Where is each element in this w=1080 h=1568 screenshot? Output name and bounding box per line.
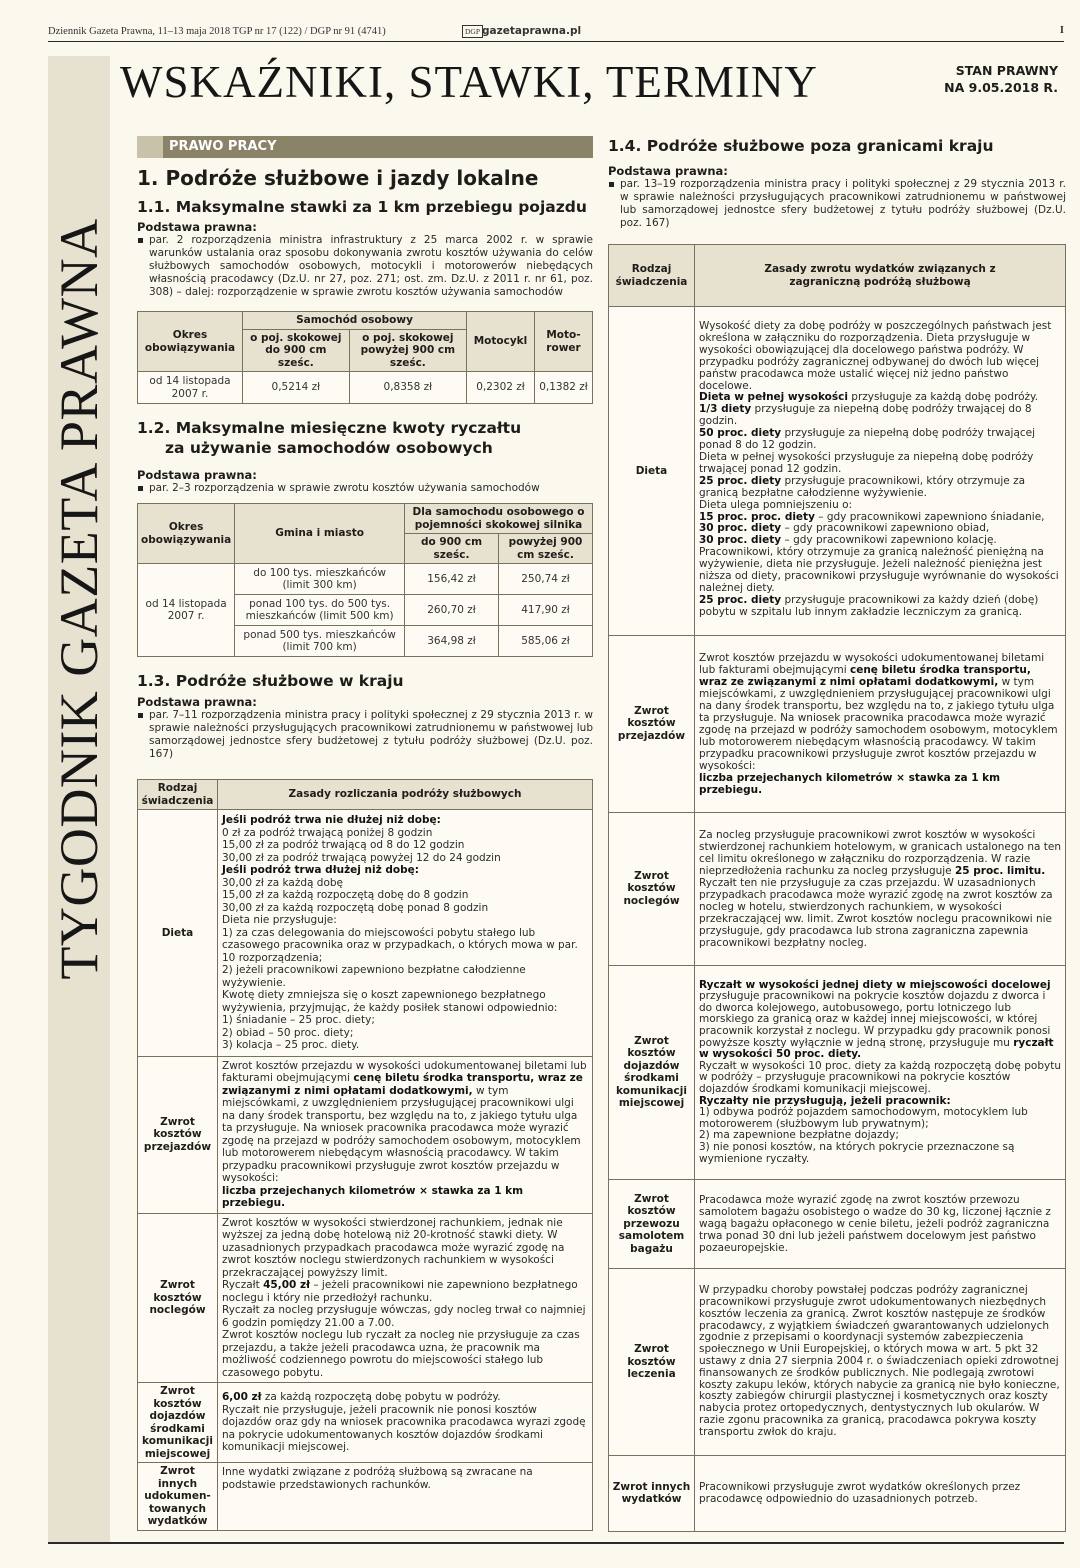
text-line: Jeśli podróż trwa nie dłużej niż dobę: (222, 814, 441, 826)
text: przysługuje za niepełną dobę podróży trwającej do 8 godzin. (699, 403, 1032, 428)
text-bold: 1/3 diety (699, 403, 752, 416)
text-line: Jeśli podróż trwa dłużej niż dobę: (222, 864, 419, 876)
transport-rules (218, 1056, 593, 1213)
cell: ponad 500 tys. mieszkańców (limit 700 km) (235, 626, 405, 657)
text-bold: 30 proc. diety (699, 522, 782, 535)
text: 1) odbywa podróż pojazdem samochodowym, motocyklem lub motorowerem (służbowym lub prywatnym); (699, 1106, 1028, 1130)
table-row-lodging (609, 812, 1066, 965)
section-1-2-title: 1.2. Maksymalne miesięczne kwoty ryczałtu (137, 419, 522, 437)
lodging-rules (218, 1213, 593, 1383)
text: przysługuje za niepełną dobę podróży trwającej ponad 8 do 12 godzin. (699, 427, 1036, 452)
text-line: 30,00 zł za każdą dobę (222, 876, 344, 889)
masthead-bar (48, 24, 1064, 42)
right-column (608, 136, 1066, 1532)
dgp-logo: DGP (462, 25, 483, 38)
text: – gdy pracownikowi zapewniono śniadanie, (818, 510, 1045, 523)
text: przysługuje pracownikowi, który otrzymuje za granicą bezpłatne całodzienne wyżywienie. (699, 474, 1026, 499)
cell: do 100 tys. mieszkańców (limit 300 km) (235, 564, 405, 595)
cell: 260,70 zł (405, 595, 499, 626)
text: przysługuje za każdą dobę podróży. (851, 391, 1039, 404)
text-bold: 30 proc. diety (699, 534, 782, 547)
text-line: 1) śniadanie – 25 proc. diety; (222, 1014, 375, 1026)
text: przysługuje pracownikowi za każdy dzień (dobę) pobytu w szpitalu lub innym zakładzie leczniczym za granicą. (699, 593, 1039, 618)
text-bold: Ryczałt w wysokości jednej diety w miejscowości docelowej (699, 978, 1051, 991)
text: – gdy pracownikowi zapewniono kolację. (784, 534, 997, 547)
text-line: 2) jeżeli pracownikowi zapewniono bezpłatne całodzienne wyżywienie. (222, 964, 526, 989)
text: Ryczałt w wysokości 10 proc. diety za każdą rozpoczętą dobę pobytu w podróży – przysługuje pracownikowi na pokrycie kosztów dojazdów środkami komunikacji miejscowej. (699, 1059, 1061, 1095)
row-label: Zwrot innych udokumen- towanych wydatków (138, 1463, 218, 1531)
page-title: WSKAŹNIKI, STAWKI, TERMINY (120, 57, 818, 107)
col-municipality: Gmina i miasto (235, 504, 405, 564)
text: w tym miejscówkami, z uwzględnieniem przysługującej pracownikowi ulgi na dany środek transportu, bez względu na to, z jakiego tytułu ulga ta przysługuje. Na wniosek pracownika pracodawca może wyrazić zgodę na przejazd w podróży samochodem osobowym, motocyklem lub motorowerem niebędącym własnością pracodawcy. W takim przypadku pracownikowi przysługuje zwrot kosztów przejazdu w wysokości: (222, 1084, 581, 1184)
col-car-big: o poj. skokowej powyżej 900 cm sześc. (349, 329, 466, 372)
col-car-capacity: Dla samochodu osobowego o pojemności skokowej silnika (405, 504, 593, 534)
table-row-diet (138, 810, 593, 1057)
cell: 0,8358 zł (349, 372, 466, 404)
mileage-rates-table (137, 311, 593, 404)
text: 2) ma zapewnione bezpłatne dojazdy; (699, 1129, 899, 1142)
local-transport-rules (695, 965, 1066, 1180)
row-label: Zwrot kosztów przejazdów (609, 635, 695, 812)
text: Dieta ulega pomniejszeniu o: (699, 498, 853, 511)
text-line: 1) za czas delegowania do miejscowości pobytu stałego lub czasowego pracownika oraz w przypadkach, o których mowa w par. 10 rozporządzenia; (222, 926, 578, 964)
col-type: Rodzaj świadczenia (609, 245, 695, 307)
text-bold: 6,00 zł (222, 1391, 262, 1404)
diet-rules (695, 307, 1066, 636)
text-bold: cenę biletu środka transportu, wraz ze związanymi z nimi opłatami dodatkowymi, (222, 1072, 583, 1097)
text-line: 30,00 zł za podróż trwającą powyżej 12 do 24 godzin (222, 851, 501, 864)
row-label: Zwrot kosztów noclegów (609, 812, 695, 965)
row-label: Zwrot innych wydatków (609, 1455, 695, 1531)
text-line: 2) obiad – 50 proc. diety; (222, 1026, 354, 1039)
legal-basis-label: Podstawa prawna: (137, 220, 257, 234)
table-row-luggage (609, 1180, 1066, 1269)
col-rules: Zasady rozliczania podróży służbowych (218, 780, 593, 810)
text-bold: 15 proc. proc. diety (699, 510, 815, 523)
left-column (137, 136, 593, 1531)
transport-rules (695, 635, 1066, 812)
text-bold: Ryczałty nie przysługują, jeżeli pracownik: (699, 1094, 951, 1107)
cell: 250,74 zł (499, 564, 593, 595)
row-label: Zwrot kosztów dojazdów środkami komunikacji miejscowej (609, 965, 695, 1180)
legal-basis-1-2: par. 2–3 rozporządzenia w sprawie zwrotu kosztów używania samochodów (137, 482, 593, 495)
section-1-2-title-line2: za używanie samochodów osobowych (165, 439, 493, 457)
cell: 156,42 zł (405, 564, 499, 595)
text-line: 15,00 zł za każdą rozpoczętą dobę do 8 godzin (222, 889, 469, 901)
luggage-rules: Pracodawca może wyrazić zgodę na zwrot kosztów przewozu samolotem bagażu osobistego o wadze do 30 kg, liczonej łącznie z wagą bagażu opłaconego w cenie biletu, jeżeli podróż zagraniczna trwa ponad 30 dni lub jeżeli państwem docelowym jest państwo pozaeuropejskie. (695, 1180, 1066, 1269)
col-period: Okres obowiązywania (138, 312, 243, 372)
lump-sum-table (137, 503, 593, 657)
table-row-local-transport (138, 1383, 593, 1463)
text-bold: 45,00 zł (263, 1279, 310, 1291)
text-line: 3) kolacja – 25 proc. diety. (222, 1039, 360, 1051)
text: Ryczałt za nocleg przysługuje wówczas, gdy nocleg trwał co najmniej 6 godzin pomiędzy 21.00 a 7.00. (222, 1304, 586, 1329)
row-label: Zwrot kosztów leczenia (609, 1269, 695, 1455)
text: przysługuje pracownikowi na pokrycie kosztów dojazdu z dworca i do dworca kolejowego, autobusowego, portu lotniczego lub morskiego za granicą oraz w każdej innej miejscowości, w której pracownik korzystał z noclegu. W przypadku gdy pracownik ponosi powyższe koszty wyłącznie w jedną stronę, przysługuje mu (699, 990, 1051, 1049)
cell: 364,98 zł (405, 626, 499, 657)
bottom-rule (48, 1542, 1064, 1544)
text: w tym miejscówkami, z uwzględnieniem przysługującej pracownikowi ulgi na dany środek transportu, bez względu na to, z jakiego tytułu ulga ta przysługuje. Na wniosek pracownika pracodawca może wyrazić zgodę na przejazd w podróży samochodem osobowym, motocyklem lub motorowerem niebędącym własnością pracodawcy. W takim przypadku pracownikowi przysługuje zwrot kosztów przejazdu w wysokości: (699, 675, 1058, 772)
section-1-1-title: 1.1. Maksymalne stawki za 1 km przebiegu pojazdu (137, 198, 587, 216)
legal-status-line2: NA 9.05.2018 R. (944, 80, 1058, 95)
table-row-medical (609, 1269, 1066, 1455)
legal-basis-1-3: par. 7–11 rozporządzenia ministra pracy i polityki społecznej z 29 stycznia 2013 r. w sprawie należności przysługujących pracownikowi zatrudnionemu w państwowej lub samorządowej jednostce sfery budżetowej z tytułu podróży służbowej (Dz.U. poz. 167) (137, 709, 593, 761)
col-motorcycle: Motocykl (467, 312, 535, 372)
text-bold: cenę biletu środka transportu, wraz ze związanymi z nimi opłatami dodatkowymi, (699, 663, 1031, 688)
table-row-other (609, 1455, 1066, 1531)
text-line: Kwotę diety zmniejsza się o koszt zapewnionego bezpłatnego wyżywienia, przyjmując, że każdy posiłek stanowi odpowiednio: (222, 989, 558, 1014)
cell: 0,5214 zł (243, 372, 350, 404)
table-row (138, 372, 593, 404)
col-car-small: o poj. skokowej do 900 cm sześc. (243, 329, 350, 372)
cell: ponad 100 tys. do 500 tys. mieszkańców (limit 500 km) (235, 595, 405, 626)
table-row-transport (609, 635, 1066, 812)
legal-basis-1-4: par. 13–19 rozporządzenia ministra pracy i polityki społecznej z 29 stycznia 2013 r. w sprawie należności przysługujących pracownikowi zatrudnionemu w państwowej lub samorządowej jednostce sfery budżetowej z tytułu podróży służbowej (Dz.U. poz. 167) (608, 178, 1066, 230)
text: – gdy pracownikowi zapewniono obiad, (784, 522, 990, 535)
text: Zwrot kosztów noclegu lub ryczałt za nocleg nie przysługuje za czas przejazdu, a także jeżeli pracodawca uzna, że pracownik ma możliwość codziennego powrotu do miejscowości stałego lub czasowego pobytu. (222, 1329, 580, 1379)
row-label: Zwrot kosztów dojazdów środkami komunikacji miejscowej (138, 1383, 218, 1463)
text-bold: ryczałt w wysokości 50 proc. diety. (699, 1036, 1054, 1061)
col-small: do 900 cm sześc. (405, 534, 499, 564)
legal-basis-label: Podstawa prawna: (608, 164, 728, 178)
col-car: Samochód osobowy (243, 312, 467, 330)
text-line: Dieta nie przysługuje: (222, 914, 337, 926)
foreign-travel-table (608, 244, 1066, 1532)
other-rules: Pracownikowi przysługuje zwrot wydatków określonych przez pracodawcę odpowiednio do uzasadnionych potrzeb. (695, 1455, 1066, 1531)
page-number: I (1059, 25, 1064, 36)
text: Dieta w pełnej wysokości przysługuje za niepełną dobę podróży trwającej ponad 12 godzin. (699, 450, 1034, 475)
section-1-title: 1. Podróże służbowe i jazdy lokalne (137, 166, 539, 190)
col-type: Rodzaj świadczenia (138, 780, 218, 810)
text: Wysokość diety za dobę podróży w poszczególnych państwach jest określona w załączniku do rozporządzenia. Dieta przysługuje w wysokości obowiązującej dla docelowego państwa podróży. W przypadku podróży zagranicznej odbywanej do dwóch lub więcej państw pracodawca może ustalić więcej niż jedno państwo docelowe. (699, 320, 1052, 392)
text: Zwrot kosztów przejazdu w wysokości udokumentowanej biletami lub fakturami obejmującymi (699, 651, 1045, 676)
section-1-4-title: 1.4. Podróże służbowe poza granicami kraju (608, 137, 994, 155)
text-bold: Dieta w pełnej wysokości (699, 391, 848, 404)
text: – jeżeli pracownikowi nie zapewniono bezpłatnego noclegu i który nie przedłożył rachunku. (222, 1279, 578, 1304)
domestic-travel-table (137, 779, 593, 1531)
table-row (138, 564, 593, 595)
text-bold: 25 proc. limitu. (955, 864, 1046, 877)
text: Ryczałt (222, 1279, 260, 1291)
table-row-other (138, 1463, 593, 1531)
table-row-diet (609, 307, 1066, 636)
legal-basis-label: Podstawa prawna: (137, 695, 257, 709)
other-rules: Inne wydatki związane z podróżą służbową są zwracane na podstawie przedstawionych rachunków. (218, 1463, 593, 1531)
sidebar-title: TYGODNIK GAZETA PRAWNA (49, 218, 109, 980)
text-line: 0 zł za podróż trwającą poniżej 8 godzin (222, 826, 433, 839)
legal-basis-1-1: par. 2 rozporządzenia ministra infrastruktury z 25 marca 2002 r. w sprawie warunków ustalania oraz sposobu dokonywania zwrotu kosztów używania do celów służbowych samochodów osobowych, motocykli i motorowerów niebędących własnością pracodawcy (Dz.U. nr 27, poz. 271; ost. zm. Dz.U. z 2011 r. nr 61, poz. 308) – dalej: rozporządzenie w sprawie zwrotu kosztów używania samochodów (137, 234, 593, 299)
table-row-transport (138, 1056, 593, 1213)
col-moped: Moto- rower (535, 312, 593, 372)
text: Za nocleg przysługuje pracownikowi zwrot kosztów w wysokości stwierdzonej rachunkiem hotelowym, w granicach ustalonego na ten cel limitu określonego w załączniku do rozporządzenia. W razie nieprzedłożenia rachunku za nocleg przysługuje (699, 828, 1061, 877)
row-label: Dieta (609, 307, 695, 636)
local-transport-rules (218, 1383, 593, 1463)
text-bold: liczba przejechanych kilometrów × stawka za 1 km przebiegu. (699, 771, 1001, 796)
text: Ryczałt nie przysługuje, jeżeli pracownik nie ponosi kosztów dojazdów oraz gdy na wniosek pracownika pracodawca wyrazi zgodę na pokrycie udokumentowanych kosztów dojazdów środkami komunikacji miejscowej. (222, 1403, 586, 1454)
cell: 0,1382 zł (535, 372, 593, 404)
text-bold: 50 proc. diety (699, 427, 782, 440)
diet-rules (218, 810, 593, 1057)
text: Pracownikowi, który otrzymuje za granicą należność pieniężną na wyżywienie, dieta nie przysługuje. Jeżeli należność pieniężna jest niższa od diety, pracownikowi przysługuje wyrównanie do wysokości należnej diety. (699, 546, 1059, 594)
text-line: 30,00 zł za każdą rozpoczętą dobę ponad 8 godzin (222, 901, 489, 914)
section-header: PRAWO PRACY (137, 136, 593, 158)
cell: 417,90 zł (499, 595, 593, 626)
col-rules: Zasady zwrotu wydatków związanych z zagraniczną podróżą służbową (695, 245, 1066, 307)
row-label: Zwrot kosztów przewozu samolotem bagażu (609, 1180, 695, 1269)
row-label: Dieta (138, 810, 218, 1057)
cell: 0,2302 zł (467, 372, 535, 404)
col-period: Okres obowiązywania (138, 504, 235, 564)
table-row-local-transport (609, 965, 1066, 1180)
legal-status (944, 62, 1058, 96)
row-label: Zwrot kosztów noclegów (138, 1213, 218, 1383)
section-1-3-title: 1.3. Podróże służbowe w kraju (137, 672, 404, 690)
cell-period: od 14 listopada 2007 r. (138, 564, 235, 657)
text-bold: 25 proc. diety (699, 593, 782, 606)
table-row-lodging (138, 1213, 593, 1383)
legal-basis-label: Podstawa prawna: (137, 468, 257, 482)
text-line: 15,00 zł za podróż trwającą od 8 do 12 godzin (222, 839, 465, 851)
medical-rules: W przypadku choroby powstałej podczas podróży zagranicznej pracownikowi przysługuje zwrot udokumentowanych niezbędnych kosztów leczenia za granicą. Zwrot kosztów następuje ze środków pracodawcy, z wyjątkiem świadczeń gwarantowanych udzielonych zgodnie z przepisami o koordynacji systemów zabezpieczenia społecznego w Unii Europejskiej, o których mowa w art. 5 pkt 32 ustawy z dnia 27 sierpnia 2004 r. o świadczeniach opieki zdrowotnej finansowanych ze środków publicznych. Nie podlegają zwrotowi koszty zakupu leków, których nabycie za granicą nie było konieczne, koszty zabiegów chirurgii plastycznej i kosmetycznych oraz koszty nabycia protez ortopedycznych, dentystycznych lub okularów. W razie zgonu pracownika za granicą, pracodawca pokrywa koszty transportu zwłok do kraju. (695, 1269, 1066, 1455)
text: 3) nie ponosi kosztów, na których pokrycie przeznaczone są wymienione ryczałty. (699, 1140, 1015, 1165)
text-bold: 25 proc. diety (699, 474, 782, 487)
text: za każdą rozpoczętą dobę pobytu w podróży. (264, 1391, 501, 1404)
legal-status-line1: STAN PRAWNY (955, 63, 1058, 78)
text: Zwrot kosztów przejazdu w wysokości udokumentowanej biletami lub fakturami obejmującymi (222, 1059, 587, 1084)
cell: od 14 listopada 2007 r. (138, 372, 243, 404)
text: Zwrot kosztów w wysokości stwierdzonej rachunkiem, jednak nie wyższej za jedną dobę hotelową niż 20-krotność stawki diety. W uzasadnionych przypadkach pracodawca może wyrazić zgodę na zwrot kosztów noclegu stwierdzonych rachunkiem w wysokości przekraczającej powyższy limit. (222, 1216, 565, 1279)
text: Ryczałt ten nie przysługuje za czas przejazdu. W uzasadnionych przypadkach pracodawca może wyrazić zgodę na zwrot kosztów za nocleg w hotelu, stwierdzonych rachunkiem, w wysokości przekraczającej ww. limit. Zwrot kosztów noclegu pracownikowi nie przysługuje, gdy pracodawca lub strona zagraniczna zapewnia pracownikowi bezpłatny nocleg. (699, 876, 1053, 949)
site-link[interactable]: gazetaprawna.pl (482, 25, 582, 37)
cell: 585,06 zł (499, 626, 593, 657)
lodging-rules (695, 812, 1066, 965)
publication-info: Dziennik Gazeta Prawna, 11–13 maja 2018 TGP nr 17 (122) / DGP nr 91 (4741) (48, 26, 386, 37)
text-bold: liczba przejechanych kilometrów × stawka za 1 km przebiegu. (222, 1184, 524, 1209)
row-label: Zwrot kosztów przejazdów (138, 1056, 218, 1213)
col-big: powyżej 900 cm sześc. (499, 534, 593, 564)
